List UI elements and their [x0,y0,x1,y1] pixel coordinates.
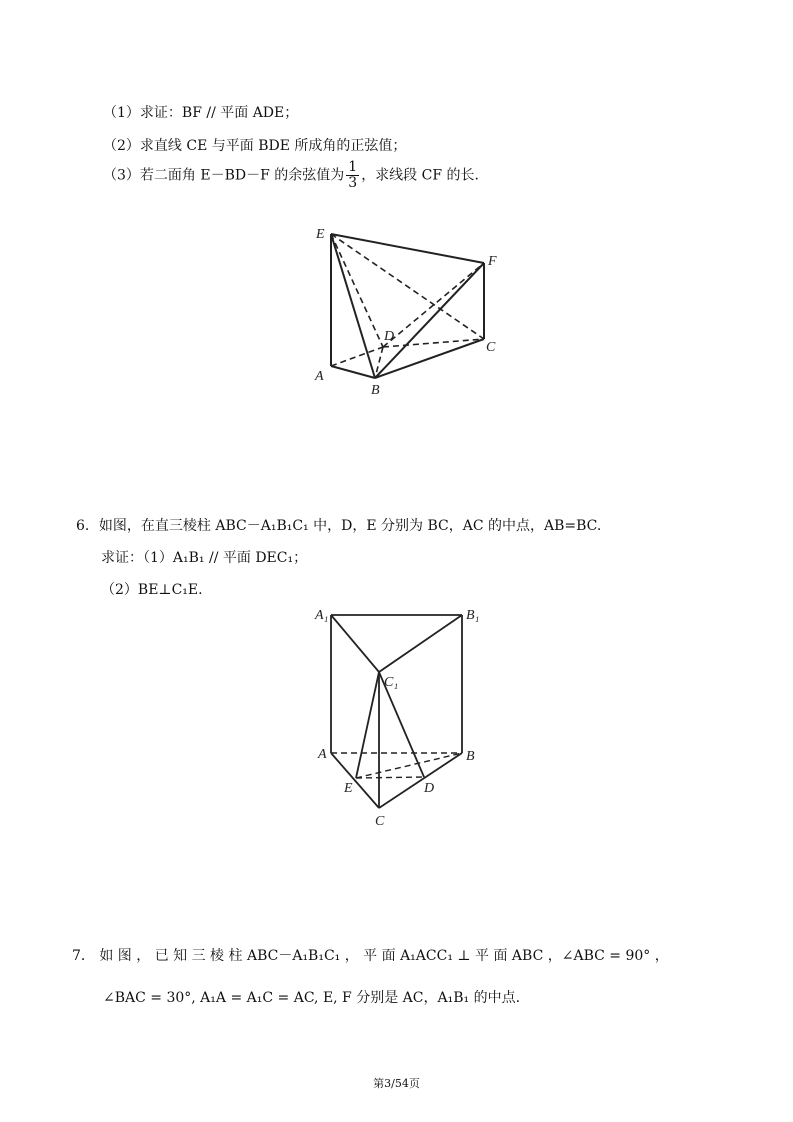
q5-part3-tail: ，求线段 CF 的长. [361,167,479,184]
label-B: B [466,749,475,764]
label-C: C [486,340,496,355]
numerator: 1 [348,159,358,175]
label-F: F [488,254,497,269]
label-B1: B₁ [466,608,480,623]
label-C1: C₁ [384,675,399,690]
q7-line1: 7． 如 图 ， 已 知 三 棱 柱 ABC－A₁B₁C₁ ， 平 面 A₁ACC₁ ⊥ 平 面 ABC ，∠ABC = 90° ， [72,948,669,964]
q7-line2: ∠BAC = 30°, A₁A = A₁C = AC, E, F 分别是 AC，A₁B₁ 的中点. [103,990,521,1006]
label-E: E [344,781,353,796]
label-D: D [424,781,435,796]
label-E: E [316,227,325,242]
q6-stem: 6．如图，在直三棱柱 ABC－A₁B₁C₁ 中，D，E 分别为 BC，AC 的中点，AB=BC. [76,518,602,534]
q5-part2: （2）求直线 CE 与平面 BDE 所成角的正弦值； [103,138,407,154]
figure-q6 [331,615,462,808]
q6-part2: （2）BE⊥C₁E. [101,582,203,598]
page-number: 第3/54页 [373,1077,420,1090]
label-A1: A₁ [315,608,329,623]
q6-part1: 求证：（1）A₁B₁ // 平面 DEC₁； [101,550,308,566]
label-C: C [375,814,385,829]
label-B: B [371,383,380,398]
q5-part1: （1）求证：BF // 平面 ADE； [103,105,299,121]
label-A: A [315,369,324,384]
denominator: 3 [348,175,358,191]
label-D: D [384,329,395,344]
label-A: A [318,747,327,762]
figure-q5 [331,234,484,378]
q5-part3-text: （3）若二面角 E－BD－F 的余弦值为 [103,167,345,184]
